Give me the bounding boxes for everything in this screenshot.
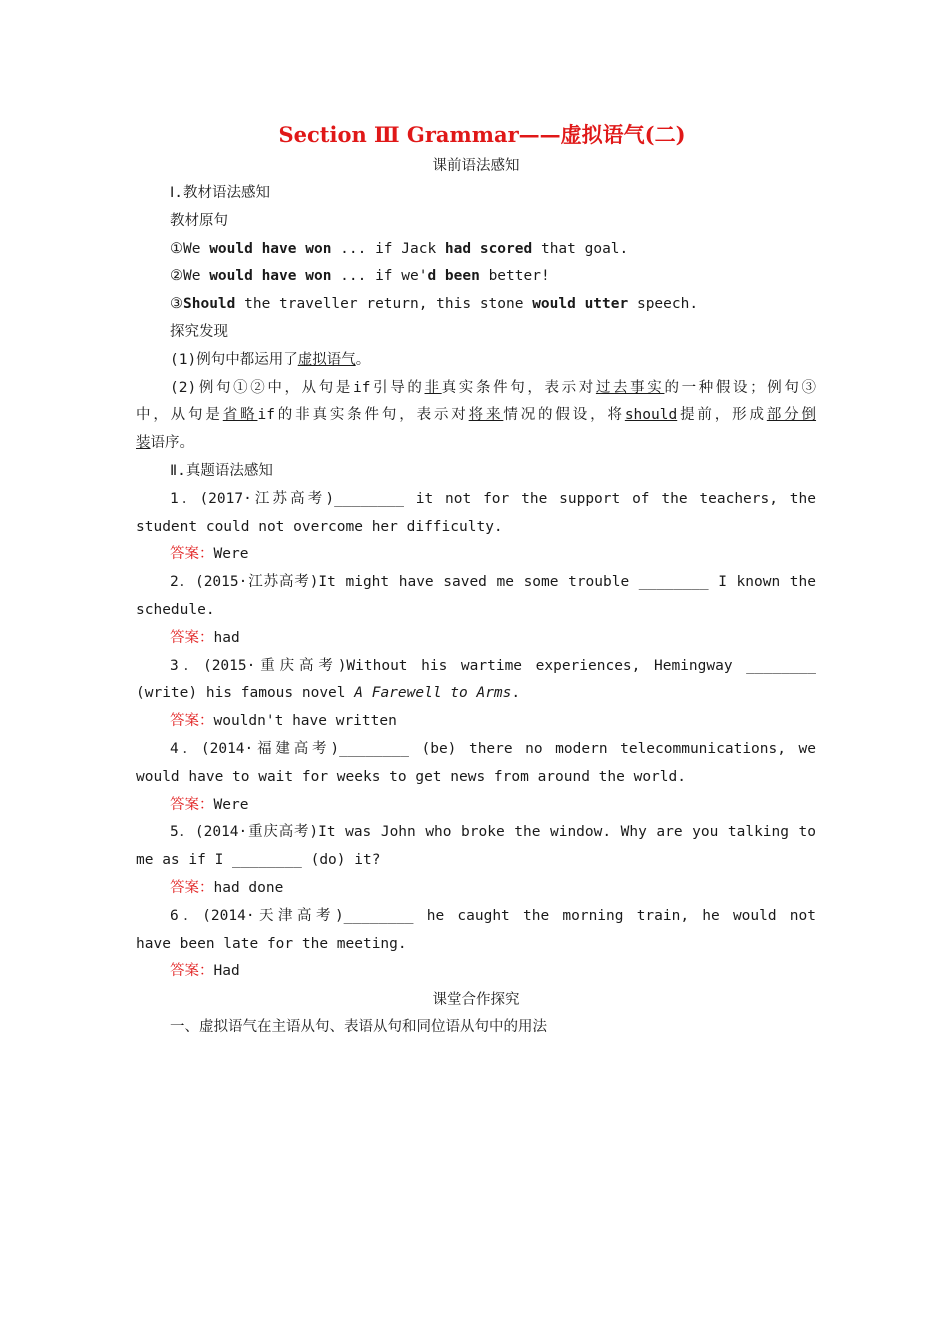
answer-4: 答案：Were xyxy=(170,796,249,813)
textbook-label: 教材原句 xyxy=(170,212,228,229)
answer-5: 答案：had done xyxy=(170,879,284,896)
question-6: 6．(2014·天津高考)________ he caught the morning train, he would not have been late for the meeting. 答案：Had xyxy=(136,903,816,986)
question-5: 5．(2014·重庆高考)It was John who broke the window. Why are you talking to me as if I ________ (do) it? 答案：had done xyxy=(136,819,816,902)
page-title: Section Ⅲ Grammar——虚拟语气(二) xyxy=(278,122,686,147)
example-sentence-3: ③Should the traveller return, this stone would utter speech. xyxy=(170,296,699,313)
document-page xyxy=(136,118,816,1042)
question-1: 1．(2017·江苏高考)________ it not for the support of the teachers, the student could not overcome her difficulty. 答案：Were xyxy=(136,486,816,569)
example-sentence-1: ①We would have won ... if Jack had scored that goal. xyxy=(170,240,629,257)
answer-2: 答案：had xyxy=(170,629,240,646)
discover-label: 探究发现 xyxy=(170,323,228,340)
part1-heading: Ⅰ.教材语法感知 xyxy=(170,185,271,201)
finding-1: (1)例句中都运用了虚拟语气。 xyxy=(170,351,371,368)
finding-2-line-1: (2)例句①②中，从句是if引导的非真实条件句，表示对过去事实的一种假设；例句③ xyxy=(170,379,817,396)
section-heading-pre-class: 课前语法感知 xyxy=(432,158,520,174)
question-4: 4．(2014·福建高考)________ (be) there no modern telecommunications, we would have to wait for weeks to get news from around the world. 答案：Were xyxy=(136,736,816,819)
question-2: 2．(2015·江苏高考)It might have saved me some trouble ________ I known the schedule. 答案：had xyxy=(136,569,816,652)
answer-3: 答案：wouldn't have written xyxy=(170,713,397,730)
section-heading-in-class: 课堂合作探究 xyxy=(432,992,520,1009)
finding-2-line-3: 装语序。 xyxy=(136,435,194,452)
answer-6: 答案：Had xyxy=(170,963,240,980)
answer-1: 答案：Were xyxy=(170,546,249,563)
part2-heading: Ⅱ.真题语法感知 xyxy=(170,462,273,479)
finding-2-line-2: 中，从句是省略if的非真实条件句，表示对将来情况的假设，将should提前，形成部分倒 xyxy=(136,407,817,424)
question-3: 3．(2015·重庆高考)Without his wartime experiences, Hemingway ________ (write) his famous novel A Farewell to Arms. 答案：wouldn't have written xyxy=(136,653,816,736)
part3-heading: 一、虚拟语气在主语从句、表语从句和同位语从句中的用法 xyxy=(170,1019,547,1036)
example-sentence-2: ②We would have won ... if we'd been better! xyxy=(170,268,550,285)
